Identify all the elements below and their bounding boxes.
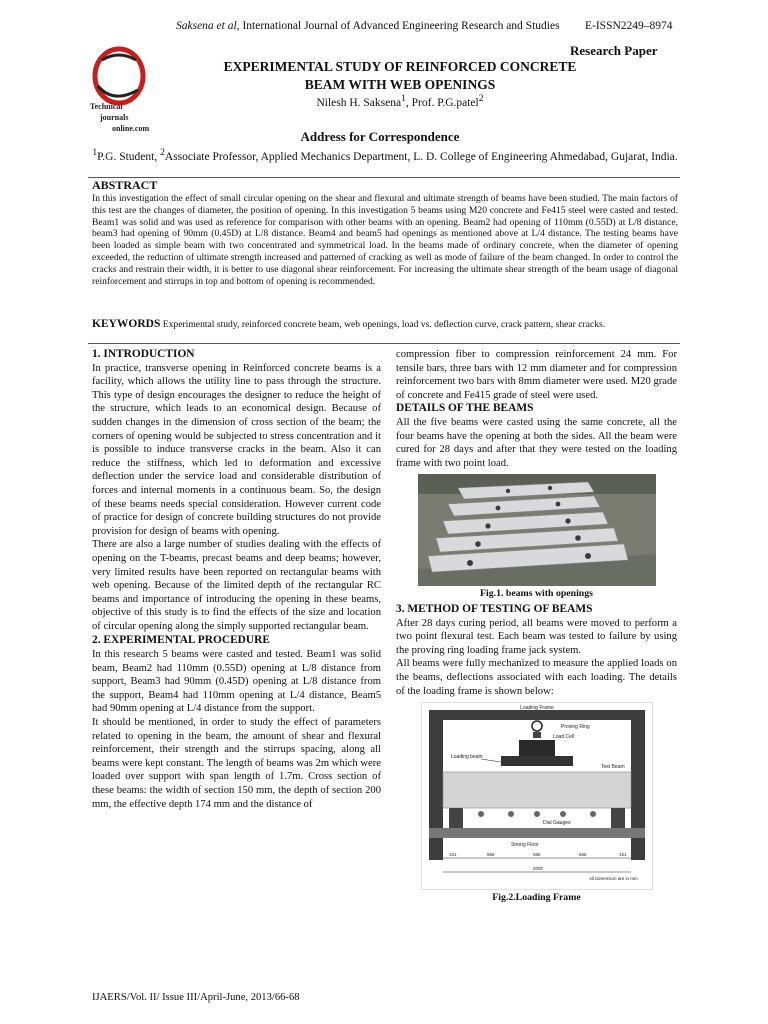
keywords bbox=[92, 318, 678, 331]
author-2: , Prof. P.G.patel bbox=[405, 96, 479, 109]
paper-type: Research Paper bbox=[570, 43, 658, 58]
section-heading-method: 3. METHOD OF TESTING OF BEAMS bbox=[396, 602, 593, 615]
label-dial-gauges: Dial Gauges bbox=[542, 820, 571, 827]
affil-sup-1: 1 bbox=[92, 147, 98, 158]
dim-total: 2000 bbox=[532, 866, 543, 872]
keywords-heading: KEYWORDS bbox=[92, 318, 161, 330]
authors bbox=[240, 93, 560, 109]
keywords-text: Experimental study, reinforced concrete beam, web openings, load vs. deflection curve, crack pattern, shear cracks. bbox=[160, 319, 606, 330]
label-test-beam: Test Beam bbox=[600, 764, 625, 771]
abstract-heading: ABSTRACT bbox=[92, 178, 158, 192]
affiliation bbox=[90, 145, 680, 165]
dim-units: All Dimension are in mm bbox=[588, 876, 638, 882]
header-authors: Saksena et al, bbox=[176, 20, 240, 32]
section-heading-introduction: 1. INTRODUCTION bbox=[92, 348, 195, 360]
author-1-sup: 1 bbox=[401, 93, 406, 104]
exp-paragraph-2: It should be mentioned, in order to study the effect of parameters related to opening in the beam, the amount of shear and flexural reinforcement, their strength and the stirrups spacing, along all beams were kept constant. The length of beams was 2m which were loaded over support with span length of 1.7m. Cross section of these beams: the width of section 150 mm, the depth of section 200 mm, the effective depth 174 mm and the distance of bbox=[92, 717, 381, 810]
abstract-text: In this investigation the effect of small circular opening on the shear and flexural and ultimate strength of beams have been studied. The main factors of this test are the changes of diameter, the position of opening. In this investigation 5 beams using M20 concrete and Fe415 steel were casted and tested. Beam1 was solid and was used as reference for comparison with other beams with an opening. Beam2 had opening of 110mm (0.55D) at L/8 distance, beam3 had opening of 90mm (0.45D) at L/8 distance. Beam4 and beam5 had openings as mentioned above at L/4 distance. The testing beams have been loaded as simple beam with two concentrated and symmetrical load. In the beams made of ordinary concrete, when the diameter of opening exceeded, the reduction of ultimate strength increased and patterned of cracking as well as mode of failure of the beam changed. In order to control the cracks and restrain their width, it is better to use diagonal shear reinforcement. For increasing the ultimate shear strength of the beam usage of diagonal reinforcement and stirrups in top and bottom of opening is recommended. bbox=[92, 193, 678, 287]
label-proving-ring: Proving Ring bbox=[560, 724, 590, 731]
divider bbox=[88, 343, 680, 344]
right-column bbox=[396, 348, 677, 905]
method-paragraph-1: After 28 days curing period, all beams were moved to perform a two point flexural test. Each beam was tested to failure by using the proving ring loading frame jack system. bbox=[396, 617, 677, 656]
divider bbox=[88, 177, 680, 178]
header-issn: E-ISSN2249–8974 bbox=[585, 20, 673, 32]
header-journal: International Journal of Advanced Engineering Research and Studies bbox=[242, 20, 560, 32]
title-line-2: BEAM WITH WEB OPENINGS bbox=[304, 77, 496, 92]
dim-5: 151 bbox=[618, 852, 627, 858]
logo-text-2: journals bbox=[100, 113, 129, 122]
label-loading-beam: Loading beam bbox=[450, 754, 483, 761]
label-strong-floor: Strong Floor bbox=[510, 842, 539, 849]
method-paragraph-2: All beams were fully mechanized to measure the applied loads on the beams, deflections associated with each loading. The details of the loading frame is shown below: bbox=[396, 658, 677, 697]
section-heading-experimental: 2. EXPERIMENTAL PROCEDURE bbox=[92, 634, 270, 647]
label-load-cell: Load Cell bbox=[552, 734, 574, 741]
affil-sup-2: 2 bbox=[160, 147, 165, 158]
affil-part-2: Associate Professor, Applied Mechanics Department, L. D. College of Engineering Ahmedabad, Gujarat, India. bbox=[164, 150, 678, 163]
logo-mark-icon bbox=[88, 46, 158, 108]
dim-4: 566 bbox=[578, 852, 587, 858]
logo-text-3: online.com bbox=[112, 124, 150, 133]
logo-text-1: Technical bbox=[90, 102, 123, 111]
title-line-1: EXPERIMENTAL STUDY OF REINFORCED CONCRETE bbox=[223, 59, 577, 74]
figure-2-caption: Fig.2.Loading Frame bbox=[492, 892, 581, 904]
intro-paragraph-2: There are also a large number of studies dealing with the effects of opening on the T-beams, precast beams and deep beams; however, very limited results have been reported on rectangular beams with web opening. Because of the limited depth of the rectangular RC beams and importance of introducing the opening in these beams, objective of this study is to find the effects of the size and location of circular opening along the simply supported rectangular beam. bbox=[92, 539, 381, 632]
page-footer: IJAERS/Vol. II/ Issue III/April-June, 2013/66-68 bbox=[92, 992, 300, 1003]
affil-part-1: P.G. Student, bbox=[97, 150, 161, 163]
dim-2: 566 bbox=[486, 852, 495, 858]
loading-frame-diagram bbox=[421, 702, 653, 890]
author-2-sup: 2 bbox=[478, 93, 484, 104]
dim-3: 566 bbox=[532, 852, 541, 858]
label-loading-frame: Loading Frame bbox=[519, 705, 554, 712]
paper-title bbox=[150, 58, 650, 94]
exp-paragraph-2-continued: compression fiber to compression reinforcement 24 mm. For tensile bars, three bars with 12 mm diameter and for compression reinforcement two bars with 8mm diameter were used. M20 grade of concrete and Fe415 grade of steel were used. bbox=[396, 349, 677, 401]
journal-logo bbox=[88, 46, 158, 136]
section-heading-details: DETAILS OF THE BEAMS bbox=[396, 402, 534, 415]
beams-photo bbox=[418, 474, 656, 586]
author-1: Nilesh H. Saksena bbox=[316, 96, 402, 109]
details-paragraph: All the five beams were casted using the same concrete, all the four beams have the opening at both the sides. All the beam were cured for 28 days and after that they were tested on the loading frame with two point load. bbox=[396, 416, 677, 469]
figure-1-caption: Fig.1. beams with openings bbox=[480, 588, 593, 600]
left-column bbox=[92, 348, 381, 811]
correspondence-title: Address for Correspondence bbox=[300, 129, 460, 144]
exp-paragraph-1: In this research 5 beams were casted and tested. Beam1 was solid beam, Beam2 had 110mm (0.55D) opening at L/8 distance from support, Beam3 had 90mm (0.45D) opening at L/8 distance from the support, Beam4 had 110mm opening at L/4 distance, Beam5 had 90mm opening at L/4 distance from the support. bbox=[92, 649, 381, 715]
dim-1: 151 bbox=[448, 852, 457, 858]
intro-paragraph-1: In practice, transverse opening in Reinforced concrete beams is a facility, which allows the utility line to pass through the structure. This type of design encourages the designer to reduce the height of the structure, which leads to an economical design. Because of sudden changes in the dimension of cross section of the beam; the corners of opening would be subjected to stress concentration and it is possible to induce transverse cracks in the beam. Also it can reduce the stiffness, which led to deformation and excessive deflection under the service load and considerable distribution of forces and internal moments in a continuous beam. So, the design of these beams needs special consideration. However current code of practice for design of concrete building structures do not provide provision for design of beams with opening. bbox=[92, 362, 381, 537]
